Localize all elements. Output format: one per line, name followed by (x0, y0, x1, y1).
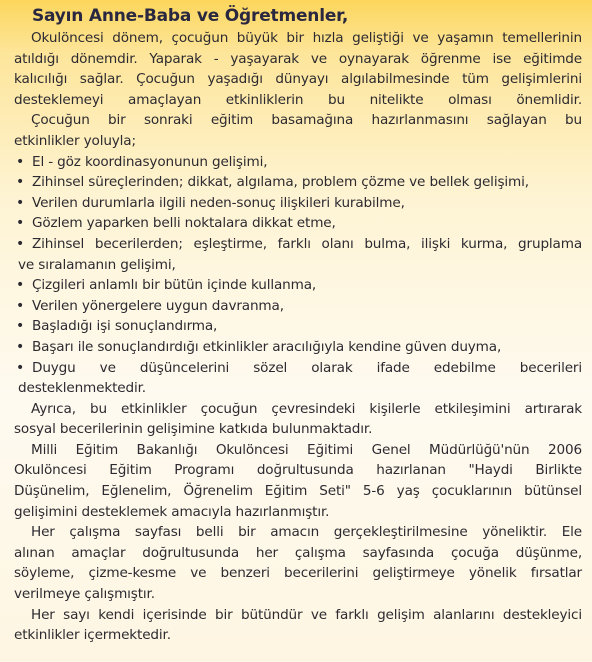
paragraph-line: Düşünelim, Eğlenelim, Öğrenelim Eğitim Seti" 5-6 yaş çocuklarının bütünsel (14, 483, 582, 500)
document-page (14, 4, 582, 646)
paragraph-line: Milli Eğitim Bakanlığı Okulöncesi Eğitimi Genel Müdürlüğü'nün 2006 (31, 441, 582, 458)
bullet-item-continuation: ve sıralamanın gelişimi, (18, 256, 176, 273)
paragraph-line: kalıcılığı sağlar. Çocuğun yaşadığı dünyayı algılabilmesinde tüm gelişimlerini (14, 71, 582, 88)
bullet-item-continuation: desteklenmektedir. (18, 380, 146, 397)
paragraph-line: Okulöncesi dönem, çocuğun büyük bir hızla geliştiği ve yaşamın temellerinin (31, 30, 582, 46)
bullet-item: • Başladığı işi sonuçlandırma, (14, 316, 582, 337)
bullet-item: • El - göz koordinasyonunun gelişimi, (14, 152, 582, 173)
bullet-item: • Duygu ve düşüncelerini sözel olarak ifade edebilme becerileri (14, 358, 582, 379)
bullet-item: • Zihinsel süreçlerinden; dikkat, algılama, problem çözme ve bellek gelişimi, (14, 172, 582, 193)
paragraph-line: verilmeye çalışmıştır. (14, 586, 155, 603)
bullet-item: • Verilen yönergelere uygun davranma, (14, 296, 582, 317)
bullet-item: • Gözlem yaparken belli noktalara dikkat etme, (14, 213, 582, 234)
paragraph-line: Her çalışma sayfası belli bir amacın gerçekleştirilmesine yöneliktir. Ele (31, 524, 582, 541)
paragraph-line: desteklemeyi amaçlayan etkinliklerin bu nitelikte olması önemlidir. (14, 91, 582, 108)
paragraph-line: Ayrıca, bu etkinlikler çocuğun çevresindeki kişilerle etkileşimini artırarak (31, 400, 582, 417)
paragraph-line: Her sayı kendi içerisinde bir bütündür ve farklı gelişim alanlarını destekleyici (31, 606, 582, 623)
bullet-item: • Çizgileri anlamlı bir bütün içinde kullanma, (14, 275, 582, 296)
paragraph-line: etkinlikler içermektedir. (14, 627, 171, 644)
page-title: Sayın Anne-Baba ve Öğretmenler, (32, 6, 349, 26)
paragraph-line: gelişimini desteklemek amacıyla hazırlanmıştır. (14, 503, 330, 520)
paragraph-line: Okulöncesi Eğitim Programı doğrultusunda hazırlanan "Haydi Birlikte (14, 462, 582, 479)
paragraph-line: atıldığı dönemdir. Yaparak - yaşayarak ve oynayarak öğrenme ise eğitimde (14, 50, 582, 67)
paragraph-line: etkinlikler yoluyla; (14, 132, 136, 149)
bullet-item: • Zihinsel becerilerden; eşleştirme, farklı olanı bulma, ilişki kurma, gruplama (14, 234, 582, 255)
paragraph-line: Çocuğun bir sonraki eğitim basamağına hazırlanmasını sağlayan bu (31, 112, 582, 129)
bullet-item: • Verilen durumlarla ilgili neden-sonuç ilişkileri kurabilme, (14, 193, 582, 214)
bullet-item: • Başarı ile sonuçlandırdığı etkinlikler aracılığıyla kendine güven duyma, (14, 337, 582, 358)
paragraph-line: alınan amaçlar doğrultusunda her çalışma sayfasında çocuğa düşünme, (14, 544, 582, 561)
paragraph-line: sosyal becerilerinin gelişimine katkıda bulunmaktadır. (14, 421, 373, 438)
paragraph-line: söyleme, çizme-kesme ve benzeri becerilerini geliştirmeye yönelik fırsatlar (14, 565, 582, 582)
